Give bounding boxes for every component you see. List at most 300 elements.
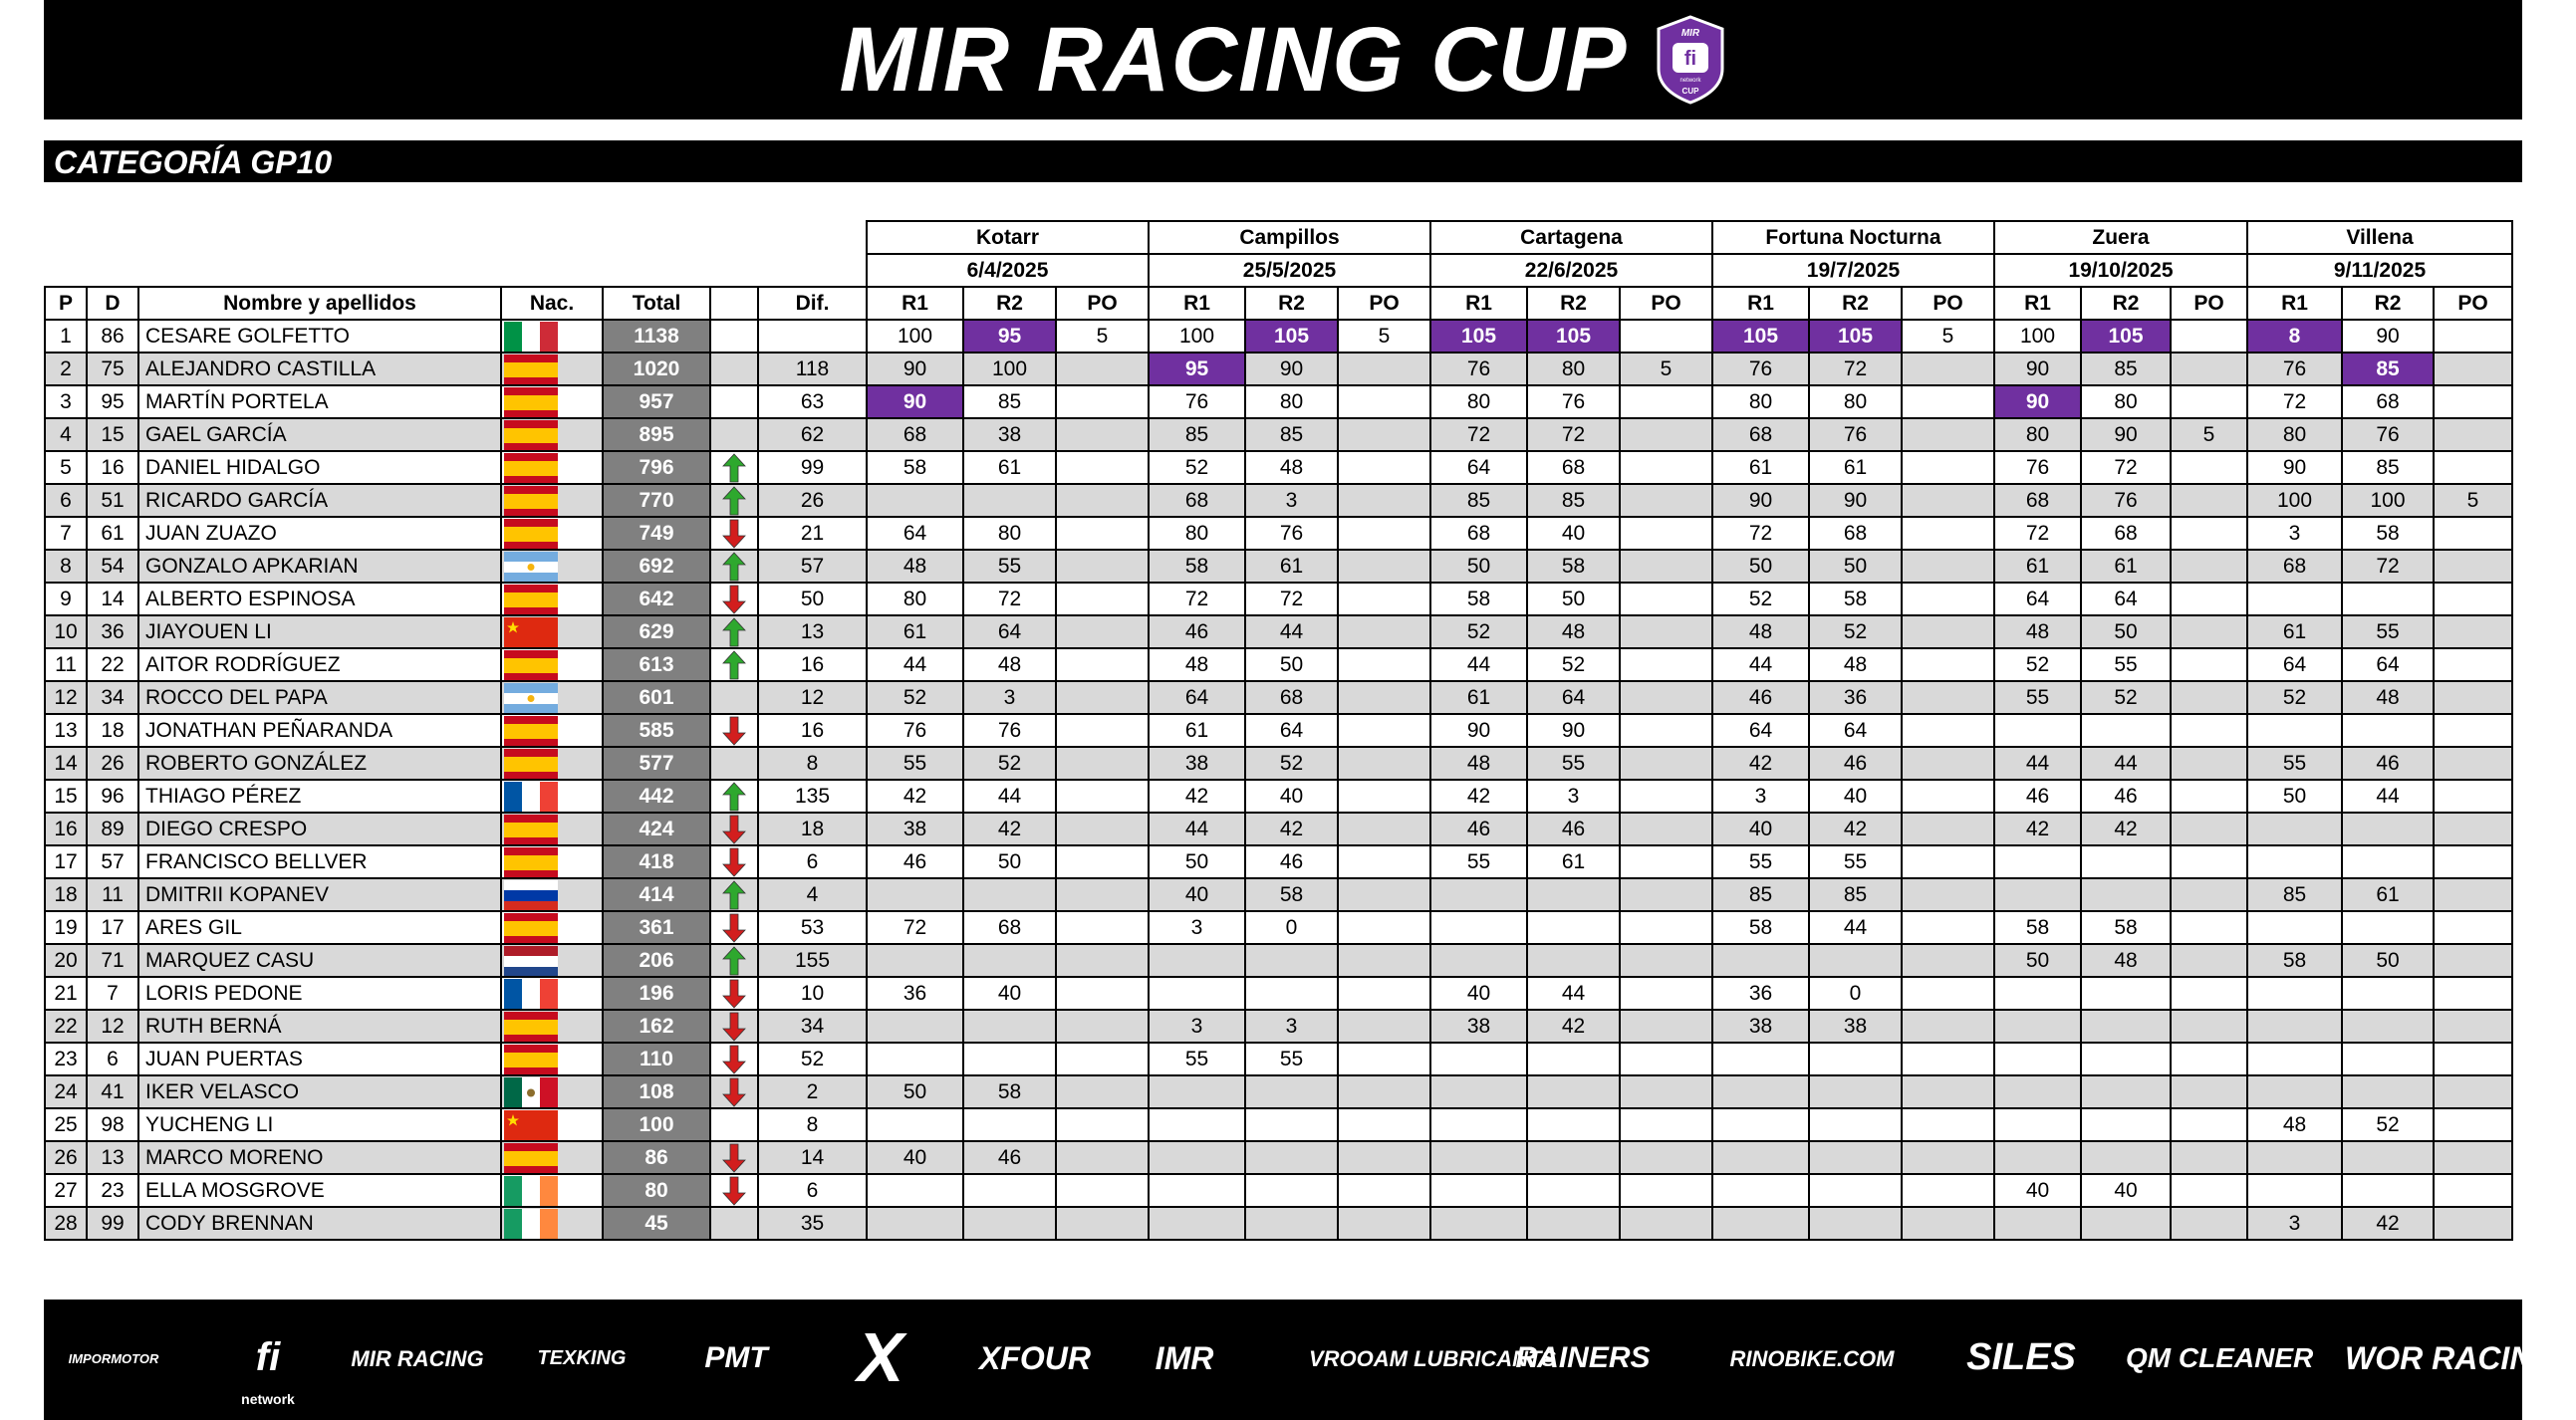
points-cell: 48 <box>963 648 1056 681</box>
points-cell <box>1902 813 1994 845</box>
sponsor-logo: WOR RACING <box>2345 1339 2558 1376</box>
points-cell: 61 <box>963 451 1056 484</box>
points-cell: 48 <box>1527 615 1620 648</box>
italy-flag-icon <box>501 320 603 353</box>
points-cell <box>2342 1141 2434 1174</box>
points-cell: 46 <box>963 1141 1056 1174</box>
points-cell <box>2247 1141 2342 1174</box>
points-cell: 58 <box>1994 911 2081 944</box>
points-cell: 42 <box>1809 813 1902 845</box>
points-cell: 76 <box>1809 418 1902 451</box>
points-cell <box>1902 944 1994 977</box>
points-cell: 50 <box>963 845 1056 878</box>
points-cell: 76 <box>2247 353 2342 385</box>
points-cell: 90 <box>867 353 963 385</box>
points-cell: 58 <box>963 1075 1056 1108</box>
subcolumn-header: R2 <box>1245 287 1338 320</box>
rider-name-cell: MARCO MORENO <box>138 1141 501 1174</box>
points-cell: 85 <box>963 385 1056 418</box>
points-cell: 72 <box>1712 517 1809 550</box>
trend-cell <box>710 681 758 714</box>
points-cell: 5 <box>1338 320 1430 353</box>
points-cell: 85 <box>2081 353 2171 385</box>
points-cell <box>1527 1141 1620 1174</box>
dorsal-cell: 6 <box>87 1043 138 1075</box>
gap-cell: 10 <box>758 977 867 1010</box>
dorsal-cell: 95 <box>87 385 138 418</box>
position-cell: 13 <box>45 714 87 747</box>
points-cell: 42 <box>2081 813 2171 845</box>
points-cell <box>2434 385 2512 418</box>
points-cell: 36 <box>1809 681 1902 714</box>
points-cell: 52 <box>1994 648 2081 681</box>
total-cell: 162 <box>603 1010 710 1043</box>
points-cell: 44 <box>1809 911 1902 944</box>
total-cell: 80 <box>603 1174 710 1207</box>
points-cell: 42 <box>1149 780 1245 813</box>
points-cell: 58 <box>1527 550 1620 583</box>
points-cell: 58 <box>1712 911 1809 944</box>
dorsal-cell: 23 <box>87 1174 138 1207</box>
points-cell <box>1902 484 1994 517</box>
points-cell <box>1338 451 1430 484</box>
points-cell <box>2171 1075 2247 1108</box>
points-cell: 76 <box>1430 353 1527 385</box>
points-cell: 5 <box>1620 353 1712 385</box>
points-cell <box>2434 714 2512 747</box>
points-cell <box>2171 615 2247 648</box>
points-cell: 72 <box>1245 583 1338 615</box>
points-cell <box>1902 451 1994 484</box>
points-cell: 42 <box>1712 747 1809 780</box>
points-cell: 44 <box>1994 747 2081 780</box>
points-cell: 3 <box>1527 780 1620 813</box>
points-cell: 80 <box>2081 385 2171 418</box>
points-cell <box>2434 878 2512 911</box>
points-cell <box>1245 944 1338 977</box>
points-cell: 72 <box>1994 517 2081 550</box>
points-cell: 3 <box>1712 780 1809 813</box>
points-cell: 80 <box>2247 418 2342 451</box>
points-cell <box>2434 1043 2512 1075</box>
points-cell <box>2247 1075 2342 1108</box>
points-cell: 40 <box>867 1141 963 1174</box>
points-cell: 72 <box>867 911 963 944</box>
points-cell: 46 <box>1712 681 1809 714</box>
subcolumn-header: R2 <box>963 287 1056 320</box>
column-header-total: Total <box>603 287 710 320</box>
trend-down-arrow-icon <box>710 1010 758 1043</box>
subcolumn-header: R2 <box>2342 287 2434 320</box>
total-cell: 895 <box>603 418 710 451</box>
position-cell: 20 <box>45 944 87 977</box>
trend-down-arrow-icon <box>710 845 758 878</box>
points-cell: 0 <box>1809 977 1902 1010</box>
points-cell: 52 <box>1430 615 1527 648</box>
points-cell: 5 <box>1056 320 1149 353</box>
points-cell: 40 <box>1527 517 1620 550</box>
points-cell <box>1338 1010 1430 1043</box>
rider-name-cell: ALEJANDRO CASTILLA <box>138 353 501 385</box>
spain-flag-icon <box>501 845 603 878</box>
points-cell <box>1620 418 1712 451</box>
points-cell <box>1338 353 1430 385</box>
points-cell: 80 <box>1809 385 1902 418</box>
points-cell <box>1809 1141 1902 1174</box>
points-cell: 90 <box>1527 714 1620 747</box>
points-cell <box>867 1010 963 1043</box>
total-cell: 196 <box>603 977 710 1010</box>
subcolumn-header: R2 <box>2081 287 2171 320</box>
points-cell: 55 <box>2247 747 2342 780</box>
gap-cell: 35 <box>758 1207 867 1240</box>
points-cell <box>1620 1141 1712 1174</box>
points-cell <box>1994 1075 2081 1108</box>
gap-cell: 50 <box>758 583 867 615</box>
table-row <box>45 977 2512 1010</box>
points-cell: 46 <box>1430 813 1527 845</box>
sponsor-logo: IMPORMOTOR <box>68 1351 159 1367</box>
total-cell: 361 <box>603 911 710 944</box>
points-cell <box>963 1207 1056 1240</box>
points-cell <box>1056 1010 1149 1043</box>
gap-cell: 99 <box>758 451 867 484</box>
table-row <box>45 385 2512 418</box>
position-cell: 17 <box>45 845 87 878</box>
points-cell <box>1620 517 1712 550</box>
rider-name-cell: RUTH BERNÁ <box>138 1010 501 1043</box>
event-name-4: Zuera <box>1994 221 2247 254</box>
points-cell <box>1430 1141 1527 1174</box>
points-cell <box>1056 648 1149 681</box>
dorsal-cell: 13 <box>87 1141 138 1174</box>
points-cell <box>1338 1207 1430 1240</box>
points-cell <box>2434 780 2512 813</box>
points-cell: 50 <box>2247 780 2342 813</box>
points-cell <box>1245 1207 1338 1240</box>
points-cell <box>1338 484 1430 517</box>
points-cell <box>2081 845 2171 878</box>
points-cell: 44 <box>1712 648 1809 681</box>
table-row <box>45 681 2512 714</box>
points-cell: 36 <box>867 977 963 1010</box>
points-cell <box>1149 1075 1245 1108</box>
points-cell: 40 <box>1809 780 1902 813</box>
points-cell: 48 <box>2247 1108 2342 1141</box>
rider-name-cell: ELLA MOSGROVE <box>138 1174 501 1207</box>
points-cell: 90 <box>867 385 963 418</box>
position-cell: 16 <box>45 813 87 845</box>
points-cell <box>2342 813 2434 845</box>
points-cell <box>2434 320 2512 353</box>
points-cell: 64 <box>1430 451 1527 484</box>
points-cell <box>1338 550 1430 583</box>
points-cell: 72 <box>963 583 1056 615</box>
table-row <box>45 648 2512 681</box>
points-cell <box>1527 1075 1620 1108</box>
points-cell <box>1056 583 1149 615</box>
points-cell: 100 <box>2247 484 2342 517</box>
points-cell: 72 <box>1809 353 1902 385</box>
points-cell <box>2171 550 2247 583</box>
points-cell <box>1620 681 1712 714</box>
points-cell: 46 <box>2081 780 2171 813</box>
points-cell <box>2434 1075 2512 1108</box>
points-cell <box>2081 1010 2171 1043</box>
points-cell <box>2081 878 2171 911</box>
gap-cell: 2 <box>758 1075 867 1108</box>
points-cell: 38 <box>1430 1010 1527 1043</box>
points-cell: 46 <box>1149 615 1245 648</box>
points-cell <box>2171 1108 2247 1141</box>
rider-name-cell: ROBERTO GONZÁLEZ <box>138 747 501 780</box>
rider-name-cell: MARQUEZ CASU <box>138 944 501 977</box>
points-cell <box>1620 550 1712 583</box>
points-cell <box>1527 1207 1620 1240</box>
svg-text:fi: fi <box>1684 48 1697 70</box>
points-cell: 90 <box>1245 353 1338 385</box>
points-cell: 50 <box>2081 615 2171 648</box>
points-cell <box>1620 1174 1712 1207</box>
subcolumn-header: R2 <box>1809 287 1902 320</box>
points-cell: 68 <box>963 911 1056 944</box>
points-cell: 55 <box>2081 648 2171 681</box>
points-cell: 76 <box>963 714 1056 747</box>
points-cell: 58 <box>2247 944 2342 977</box>
points-cell <box>1338 813 1430 845</box>
points-cell <box>2434 1174 2512 1207</box>
points-cell: 55 <box>1712 845 1809 878</box>
gap-cell: 52 <box>758 1043 867 1075</box>
points-cell: 55 <box>2342 615 2434 648</box>
position-cell: 12 <box>45 681 87 714</box>
points-cell: 72 <box>1527 418 1620 451</box>
points-cell: 85 <box>2342 451 2434 484</box>
points-cell: 46 <box>1809 747 1902 780</box>
points-cell: 85 <box>1527 484 1620 517</box>
position-cell: 19 <box>45 911 87 944</box>
event-name-5: Villena <box>2247 221 2512 254</box>
points-cell <box>1338 1174 1430 1207</box>
points-cell <box>1809 1174 1902 1207</box>
spain-flag-icon <box>501 1043 603 1075</box>
total-cell: 442 <box>603 780 710 813</box>
position-cell: 2 <box>45 353 87 385</box>
points-cell: 55 <box>1430 845 1527 878</box>
points-cell <box>1056 1207 1149 1240</box>
points-cell <box>1245 1174 1338 1207</box>
standings-table-wrap <box>44 220 2513 1241</box>
points-cell: 76 <box>2081 484 2171 517</box>
points-cell <box>2434 451 2512 484</box>
page-title: MIR RACING CUP <box>839 8 1628 111</box>
points-cell: 44 <box>1149 813 1245 845</box>
points-cell <box>963 1108 1056 1141</box>
points-cell: 80 <box>1527 353 1620 385</box>
points-cell: 72 <box>2247 385 2342 418</box>
points-cell: 55 <box>963 550 1056 583</box>
points-cell <box>2434 615 2512 648</box>
rider-name-cell: DMITRII KOPANEV <box>138 878 501 911</box>
spain-flag-icon <box>501 813 603 845</box>
points-cell: 44 <box>867 648 963 681</box>
points-cell <box>1056 353 1149 385</box>
page-header <box>44 0 2522 119</box>
points-cell: 46 <box>1994 780 2081 813</box>
trend-up-arrow-icon <box>710 615 758 648</box>
points-cell: 42 <box>1527 1010 1620 1043</box>
points-cell: 90 <box>1994 385 2081 418</box>
sponsor-logo: X <box>857 1318 904 1396</box>
points-cell <box>1902 845 1994 878</box>
points-cell: 61 <box>1245 550 1338 583</box>
points-cell: 40 <box>1430 977 1527 1010</box>
trend-cell <box>710 353 758 385</box>
points-cell <box>2171 813 2247 845</box>
points-cell <box>1902 1207 1994 1240</box>
points-cell: 85 <box>2247 878 2342 911</box>
points-cell: 68 <box>2247 550 2342 583</box>
trend-down-arrow-icon <box>710 1174 758 1207</box>
points-cell <box>2171 911 2247 944</box>
points-cell <box>1620 714 1712 747</box>
dorsal-cell: 89 <box>87 813 138 845</box>
points-cell <box>1994 878 2081 911</box>
points-cell <box>1902 517 1994 550</box>
column-header-dif: Dif. <box>758 287 867 320</box>
position-cell: 1 <box>45 320 87 353</box>
points-cell <box>1338 385 1430 418</box>
points-cell: 52 <box>1527 648 1620 681</box>
points-cell <box>2434 977 2512 1010</box>
rider-name-cell: ROCCO DEL PAPA <box>138 681 501 714</box>
points-cell: 38 <box>1809 1010 1902 1043</box>
points-cell: 50 <box>1245 648 1338 681</box>
gap-cell: 118 <box>758 353 867 385</box>
points-cell <box>1056 1141 1149 1174</box>
points-cell <box>1809 1043 1902 1075</box>
sponsor-logo: IMR <box>1155 1339 1214 1376</box>
points-cell <box>1809 1207 1902 1240</box>
points-cell: 38 <box>867 813 963 845</box>
points-cell <box>1338 418 1430 451</box>
points-cell: 44 <box>2081 747 2171 780</box>
total-cell: 613 <box>603 648 710 681</box>
points-cell: 0 <box>1245 911 1338 944</box>
points-cell <box>2247 714 2342 747</box>
points-cell <box>2434 1108 2512 1141</box>
points-cell <box>2342 1075 2434 1108</box>
event-date-0: 6/4/2025 <box>867 254 1149 287</box>
points-cell: 90 <box>1809 484 1902 517</box>
gap-cell: 18 <box>758 813 867 845</box>
points-cell: 76 <box>867 714 963 747</box>
points-cell: 68 <box>2081 517 2171 550</box>
total-cell: 601 <box>603 681 710 714</box>
dorsal-cell: 26 <box>87 747 138 780</box>
points-cell: 80 <box>1712 385 1809 418</box>
total-cell: 1138 <box>603 320 710 353</box>
table-row <box>45 780 2512 813</box>
france-flag-icon <box>501 977 603 1010</box>
trend-cell <box>710 385 758 418</box>
points-cell: 44 <box>1430 648 1527 681</box>
points-cell <box>867 1043 963 1075</box>
points-cell <box>867 944 963 977</box>
points-cell <box>1338 648 1430 681</box>
points-cell <box>2171 1141 2247 1174</box>
spain-flag-icon <box>501 353 603 385</box>
event-date-5: 9/11/2025 <box>2247 254 2512 287</box>
points-cell <box>1527 1174 1620 1207</box>
points-cell <box>1620 813 1712 845</box>
total-cell: 749 <box>603 517 710 550</box>
argentina-flag-icon <box>501 550 603 583</box>
points-cell: 55 <box>1994 681 2081 714</box>
trend-down-arrow-icon <box>710 977 758 1010</box>
points-cell <box>1527 1043 1620 1075</box>
gap-cell: 135 <box>758 780 867 813</box>
table-row <box>45 1010 2512 1043</box>
points-cell <box>1149 944 1245 977</box>
points-cell <box>867 1108 963 1141</box>
points-cell: 48 <box>1245 451 1338 484</box>
event-name-1: Campillos <box>1149 221 1430 254</box>
dorsal-cell: 96 <box>87 780 138 813</box>
subcolumn-header: PO <box>2171 287 2247 320</box>
column-header-dorsal: D <box>87 287 138 320</box>
points-cell <box>1902 1010 1994 1043</box>
points-cell: 90 <box>2081 418 2171 451</box>
position-cell: 15 <box>45 780 87 813</box>
points-cell: 90 <box>1712 484 1809 517</box>
position-cell: 5 <box>45 451 87 484</box>
points-cell: 85 <box>1149 418 1245 451</box>
points-cell <box>1620 1108 1712 1141</box>
points-cell <box>2081 1043 2171 1075</box>
rider-name-cell: ARES GIL <box>138 911 501 944</box>
dorsal-cell: 41 <box>87 1075 138 1108</box>
points-cell <box>2247 1174 2342 1207</box>
points-cell <box>2247 1010 2342 1043</box>
points-cell <box>1994 845 2081 878</box>
column-header-nat: Nac. <box>501 287 603 320</box>
total-cell: 206 <box>603 944 710 977</box>
points-cell <box>2434 813 2512 845</box>
points-cell <box>2342 911 2434 944</box>
trend-down-arrow-icon <box>710 583 758 615</box>
points-cell: 46 <box>1245 845 1338 878</box>
trend-down-arrow-icon <box>710 1043 758 1075</box>
event-date-1: 25/5/2025 <box>1149 254 1430 287</box>
gap-cell: 16 <box>758 714 867 747</box>
spain-flag-icon <box>501 517 603 550</box>
dorsal-cell: 61 <box>87 517 138 550</box>
points-cell: 80 <box>1994 418 2081 451</box>
points-cell <box>2171 1043 2247 1075</box>
column-header-name: Nombre y apellidos <box>138 287 501 320</box>
points-cell <box>2247 911 2342 944</box>
rider-name-cell: JUAN PUERTAS <box>138 1043 501 1075</box>
total-cell: 86 <box>603 1141 710 1174</box>
points-cell: 80 <box>1245 385 1338 418</box>
points-cell: 105 <box>2081 320 2171 353</box>
points-cell: 58 <box>867 451 963 484</box>
rider-name-cell: ALBERTO ESPINOSA <box>138 583 501 615</box>
column-header-trend <box>710 287 758 320</box>
points-cell: 100 <box>1994 320 2081 353</box>
mexico-flag-icon <box>501 1075 603 1108</box>
